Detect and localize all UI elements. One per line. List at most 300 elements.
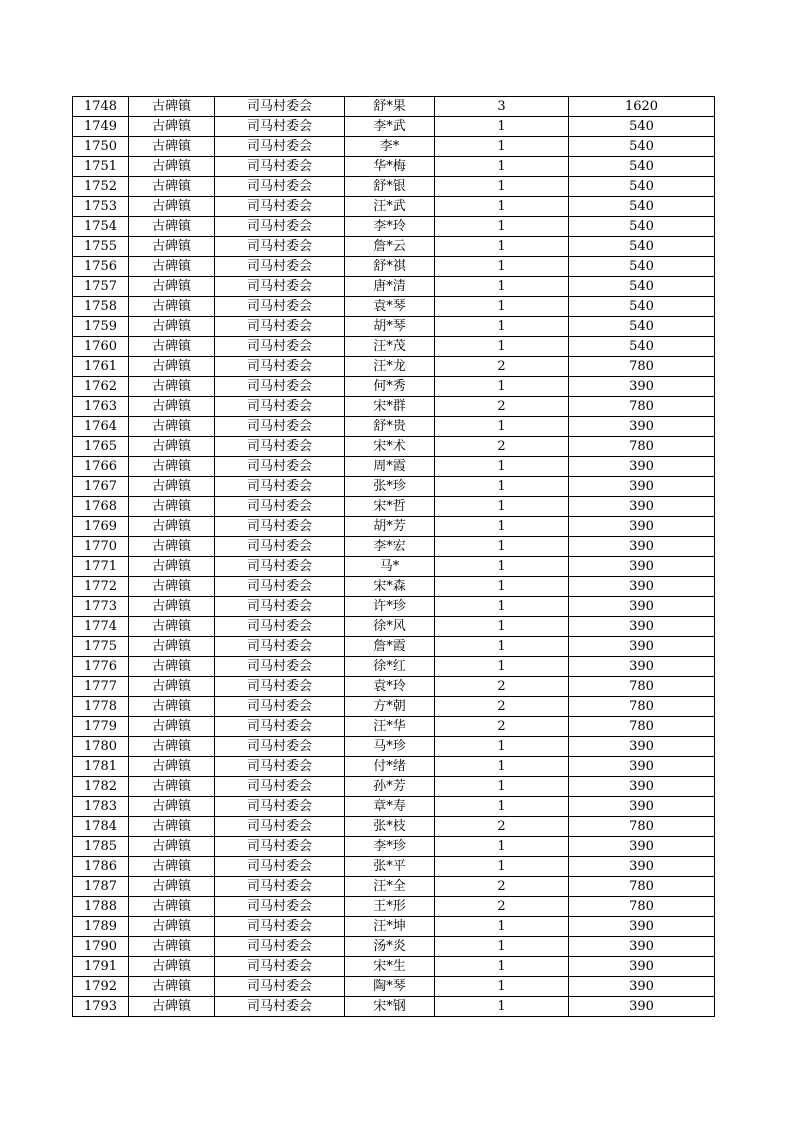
serial-number-cell: 1750 xyxy=(73,137,129,157)
village-committee-cell: 司马村委会 xyxy=(215,137,345,157)
town-cell: 古碑镇 xyxy=(129,497,215,517)
name-cell: 舒*祺 xyxy=(345,257,435,277)
village-committee-cell: 司马村委会 xyxy=(215,497,345,517)
name-cell: 宋*生 xyxy=(345,957,435,977)
village-committee-cell: 司马村委会 xyxy=(215,597,345,617)
amount-cell: 390 xyxy=(569,797,715,817)
amount-cell: 390 xyxy=(569,517,715,537)
serial-number-cell: 1759 xyxy=(73,317,129,337)
serial-number-cell: 1751 xyxy=(73,157,129,177)
serial-number-cell: 1776 xyxy=(73,657,129,677)
household-count-cell: 1 xyxy=(435,137,569,157)
table-row xyxy=(73,857,715,877)
serial-number-cell: 1783 xyxy=(73,797,129,817)
household-count-cell: 1 xyxy=(435,837,569,857)
household-count-cell: 1 xyxy=(435,617,569,637)
village-committee-cell: 司马村委会 xyxy=(215,717,345,737)
serial-number-cell: 1784 xyxy=(73,817,129,837)
name-cell: 李*珍 xyxy=(345,837,435,857)
household-count-cell: 1 xyxy=(435,537,569,557)
town-cell: 古碑镇 xyxy=(129,297,215,317)
amount-cell: 780 xyxy=(569,717,715,737)
serial-number-cell: 1753 xyxy=(73,197,129,217)
serial-number-cell: 1779 xyxy=(73,717,129,737)
serial-number-cell: 1763 xyxy=(73,397,129,417)
amount-cell: 390 xyxy=(569,557,715,577)
table-row xyxy=(73,737,715,757)
household-count-cell: 2 xyxy=(435,717,569,737)
name-cell: 宋*钢 xyxy=(345,997,435,1017)
household-count-cell: 1 xyxy=(435,657,569,677)
village-committee-cell: 司马村委会 xyxy=(215,417,345,437)
town-cell: 古碑镇 xyxy=(129,177,215,197)
village-committee-cell: 司马村委会 xyxy=(215,297,345,317)
name-cell: 宋*群 xyxy=(345,397,435,417)
village-committee-cell: 司马村委会 xyxy=(215,617,345,637)
household-count-cell: 2 xyxy=(435,437,569,457)
table-row xyxy=(73,377,715,397)
town-cell: 古碑镇 xyxy=(129,397,215,417)
village-committee-cell: 司马村委会 xyxy=(215,517,345,537)
amount-cell: 390 xyxy=(569,637,715,657)
name-cell: 詹*云 xyxy=(345,237,435,257)
village-committee-cell: 司马村委会 xyxy=(215,377,345,397)
village-committee-cell: 司马村委会 xyxy=(215,277,345,297)
table-row xyxy=(73,117,715,137)
amount-cell: 540 xyxy=(569,197,715,217)
serial-number-cell: 1764 xyxy=(73,417,129,437)
amount-cell: 390 xyxy=(569,497,715,517)
serial-number-cell: 1762 xyxy=(73,377,129,397)
table-row xyxy=(73,397,715,417)
town-cell: 古碑镇 xyxy=(129,977,215,997)
town-cell: 古碑镇 xyxy=(129,477,215,497)
amount-cell: 780 xyxy=(569,357,715,377)
amount-cell: 390 xyxy=(569,477,715,497)
town-cell: 古碑镇 xyxy=(129,617,215,637)
household-count-cell: 1 xyxy=(435,177,569,197)
serial-number-cell: 1770 xyxy=(73,537,129,557)
amount-cell: 540 xyxy=(569,137,715,157)
serial-number-cell: 1756 xyxy=(73,257,129,277)
table-row xyxy=(73,177,715,197)
amount-cell: 390 xyxy=(569,597,715,617)
name-cell: 袁*琴 xyxy=(345,297,435,317)
table-row xyxy=(73,517,715,537)
serial-number-cell: 1760 xyxy=(73,337,129,357)
table-row xyxy=(73,257,715,277)
town-cell: 古碑镇 xyxy=(129,457,215,477)
household-count-cell: 1 xyxy=(435,997,569,1017)
village-committee-cell: 司马村委会 xyxy=(215,977,345,997)
serial-number-cell: 1773 xyxy=(73,597,129,617)
household-count-cell: 1 xyxy=(435,777,569,797)
amount-cell: 390 xyxy=(569,757,715,777)
town-cell: 古碑镇 xyxy=(129,657,215,677)
town-cell: 古碑镇 xyxy=(129,117,215,137)
amount-cell: 390 xyxy=(569,957,715,977)
table-row xyxy=(73,937,715,957)
amount-cell: 540 xyxy=(569,217,715,237)
table-row xyxy=(73,637,715,657)
amount-cell: 540 xyxy=(569,277,715,297)
amount-cell: 390 xyxy=(569,777,715,797)
table-row xyxy=(73,817,715,837)
serial-number-cell: 1789 xyxy=(73,917,129,937)
beneficiary-table xyxy=(72,96,715,1017)
town-cell: 古碑镇 xyxy=(129,237,215,257)
household-count-cell: 1 xyxy=(435,417,569,437)
table-row xyxy=(73,997,715,1017)
amount-cell: 780 xyxy=(569,817,715,837)
town-cell: 古碑镇 xyxy=(129,817,215,837)
town-cell: 古碑镇 xyxy=(129,857,215,877)
table-row xyxy=(73,437,715,457)
amount-cell: 390 xyxy=(569,657,715,677)
household-count-cell: 1 xyxy=(435,937,569,957)
serial-number-cell: 1780 xyxy=(73,737,129,757)
name-cell: 舒*银 xyxy=(345,177,435,197)
name-cell: 袁*玲 xyxy=(345,677,435,697)
name-cell: 汪*龙 xyxy=(345,357,435,377)
amount-cell: 540 xyxy=(569,317,715,337)
serial-number-cell: 1758 xyxy=(73,297,129,317)
name-cell: 付*绪 xyxy=(345,757,435,777)
table-row xyxy=(73,617,715,637)
table-row xyxy=(73,797,715,817)
town-cell: 古碑镇 xyxy=(129,137,215,157)
household-count-cell: 1 xyxy=(435,737,569,757)
table-row xyxy=(73,677,715,697)
table-row xyxy=(73,957,715,977)
household-count-cell: 1 xyxy=(435,637,569,657)
household-count-cell: 2 xyxy=(435,357,569,377)
table-row xyxy=(73,97,715,117)
name-cell: 张*珍 xyxy=(345,477,435,497)
village-committee-cell: 司马村委会 xyxy=(215,317,345,337)
table-row xyxy=(73,977,715,997)
town-cell: 古碑镇 xyxy=(129,157,215,177)
amount-cell: 390 xyxy=(569,617,715,637)
name-cell: 舒*果 xyxy=(345,97,435,117)
table-row xyxy=(73,697,715,717)
village-committee-cell: 司马村委会 xyxy=(215,357,345,377)
household-count-cell: 2 xyxy=(435,817,569,837)
town-cell: 古碑镇 xyxy=(129,877,215,897)
table-row xyxy=(73,417,715,437)
household-count-cell: 2 xyxy=(435,397,569,417)
amount-cell: 780 xyxy=(569,697,715,717)
table-row xyxy=(73,837,715,857)
name-cell: 李* xyxy=(345,137,435,157)
table-row xyxy=(73,897,715,917)
village-committee-cell: 司马村委会 xyxy=(215,997,345,1017)
village-committee-cell: 司马村委会 xyxy=(215,257,345,277)
table-row xyxy=(73,157,715,177)
household-count-cell: 1 xyxy=(435,217,569,237)
household-count-cell: 1 xyxy=(435,237,569,257)
household-count-cell: 1 xyxy=(435,337,569,357)
amount-cell: 390 xyxy=(569,857,715,877)
household-count-cell: 2 xyxy=(435,877,569,897)
serial-number-cell: 1748 xyxy=(73,97,129,117)
table-row xyxy=(73,877,715,897)
village-committee-cell: 司马村委会 xyxy=(215,477,345,497)
serial-number-cell: 1793 xyxy=(73,997,129,1017)
household-count-cell: 1 xyxy=(435,497,569,517)
amount-cell: 390 xyxy=(569,977,715,997)
amount-cell: 390 xyxy=(569,417,715,437)
serial-number-cell: 1771 xyxy=(73,557,129,577)
town-cell: 古碑镇 xyxy=(129,377,215,397)
village-committee-cell: 司马村委会 xyxy=(215,217,345,237)
amount-cell: 540 xyxy=(569,117,715,137)
name-cell: 许*珍 xyxy=(345,597,435,617)
table-row xyxy=(73,717,715,737)
village-committee-cell: 司马村委会 xyxy=(215,557,345,577)
amount-cell: 780 xyxy=(569,897,715,917)
town-cell: 古碑镇 xyxy=(129,917,215,937)
table-row xyxy=(73,577,715,597)
amount-cell: 780 xyxy=(569,437,715,457)
serial-number-cell: 1772 xyxy=(73,577,129,597)
household-count-cell: 1 xyxy=(435,457,569,477)
serial-number-cell: 1757 xyxy=(73,277,129,297)
serial-number-cell: 1767 xyxy=(73,477,129,497)
amount-cell: 540 xyxy=(569,297,715,317)
household-count-cell: 1 xyxy=(435,117,569,137)
table-row xyxy=(73,597,715,617)
town-cell: 古碑镇 xyxy=(129,757,215,777)
household-count-cell: 1 xyxy=(435,977,569,997)
serial-number-cell: 1781 xyxy=(73,757,129,777)
village-committee-cell: 司马村委会 xyxy=(215,737,345,757)
household-count-cell: 2 xyxy=(435,897,569,917)
table-row xyxy=(73,477,715,497)
village-committee-cell: 司马村委会 xyxy=(215,857,345,877)
amount-cell: 390 xyxy=(569,737,715,757)
household-count-cell: 1 xyxy=(435,597,569,617)
town-cell: 古碑镇 xyxy=(129,517,215,537)
amount-cell: 780 xyxy=(569,877,715,897)
name-cell: 舒*贵 xyxy=(345,417,435,437)
town-cell: 古碑镇 xyxy=(129,277,215,297)
household-count-cell: 2 xyxy=(435,697,569,717)
table-row xyxy=(73,357,715,377)
village-committee-cell: 司马村委会 xyxy=(215,757,345,777)
amount-cell: 390 xyxy=(569,997,715,1017)
village-committee-cell: 司马村委会 xyxy=(215,637,345,657)
village-committee-cell: 司马村委会 xyxy=(215,537,345,557)
village-committee-cell: 司马村委会 xyxy=(215,197,345,217)
serial-number-cell: 1788 xyxy=(73,897,129,917)
name-cell: 徐*风 xyxy=(345,617,435,637)
household-count-cell: 1 xyxy=(435,757,569,777)
table-row xyxy=(73,277,715,297)
table-row xyxy=(73,317,715,337)
name-cell: 王*形 xyxy=(345,897,435,917)
town-cell: 古碑镇 xyxy=(129,357,215,377)
town-cell: 古碑镇 xyxy=(129,257,215,277)
name-cell: 章*寿 xyxy=(345,797,435,817)
table-row xyxy=(73,237,715,257)
village-committee-cell: 司马村委会 xyxy=(215,777,345,797)
town-cell: 古碑镇 xyxy=(129,837,215,857)
village-committee-cell: 司马村委会 xyxy=(215,457,345,477)
town-cell: 古碑镇 xyxy=(129,697,215,717)
table-row xyxy=(73,557,715,577)
table-row xyxy=(73,657,715,677)
name-cell: 何*秀 xyxy=(345,377,435,397)
household-count-cell: 2 xyxy=(435,677,569,697)
village-committee-cell: 司马村委会 xyxy=(215,97,345,117)
household-count-cell: 1 xyxy=(435,957,569,977)
town-cell: 古碑镇 xyxy=(129,97,215,117)
serial-number-cell: 1765 xyxy=(73,437,129,457)
town-cell: 古碑镇 xyxy=(129,937,215,957)
name-cell: 汪*坤 xyxy=(345,917,435,937)
name-cell: 詹*霞 xyxy=(345,637,435,657)
town-cell: 古碑镇 xyxy=(129,997,215,1017)
name-cell: 唐*清 xyxy=(345,277,435,297)
town-cell: 古碑镇 xyxy=(129,577,215,597)
name-cell: 胡*琴 xyxy=(345,317,435,337)
serial-number-cell: 1769 xyxy=(73,517,129,537)
amount-cell: 540 xyxy=(569,337,715,357)
village-committee-cell: 司马村委会 xyxy=(215,117,345,137)
serial-number-cell: 1778 xyxy=(73,697,129,717)
amount-cell: 390 xyxy=(569,837,715,857)
village-committee-cell: 司马村委会 xyxy=(215,817,345,837)
household-count-cell: 1 xyxy=(435,517,569,537)
household-count-cell: 3 xyxy=(435,97,569,117)
village-committee-cell: 司马村委会 xyxy=(215,877,345,897)
name-cell: 汪*茂 xyxy=(345,337,435,357)
table-row xyxy=(73,337,715,357)
village-committee-cell: 司马村委会 xyxy=(215,437,345,457)
name-cell: 陶*琴 xyxy=(345,977,435,997)
name-cell: 汪*全 xyxy=(345,877,435,897)
household-count-cell: 1 xyxy=(435,257,569,277)
serial-number-cell: 1790 xyxy=(73,937,129,957)
serial-number-cell: 1761 xyxy=(73,357,129,377)
household-count-cell: 1 xyxy=(435,557,569,577)
village-committee-cell: 司马村委会 xyxy=(215,917,345,937)
name-cell: 孙*芳 xyxy=(345,777,435,797)
village-committee-cell: 司马村委会 xyxy=(215,657,345,677)
village-committee-cell: 司马村委会 xyxy=(215,937,345,957)
serial-number-cell: 1774 xyxy=(73,617,129,637)
town-cell: 古碑镇 xyxy=(129,597,215,617)
name-cell: 张*枝 xyxy=(345,817,435,837)
table-body xyxy=(73,97,715,1017)
town-cell: 古碑镇 xyxy=(129,717,215,737)
village-committee-cell: 司马村委会 xyxy=(215,157,345,177)
amount-cell: 390 xyxy=(569,537,715,557)
serial-number-cell: 1775 xyxy=(73,637,129,657)
household-count-cell: 1 xyxy=(435,297,569,317)
household-count-cell: 1 xyxy=(435,317,569,337)
household-count-cell: 1 xyxy=(435,377,569,397)
village-committee-cell: 司马村委会 xyxy=(215,957,345,977)
table-row xyxy=(73,217,715,237)
table-row xyxy=(73,297,715,317)
household-count-cell: 1 xyxy=(435,477,569,497)
amount-cell: 540 xyxy=(569,177,715,197)
serial-number-cell: 1792 xyxy=(73,977,129,997)
household-count-cell: 1 xyxy=(435,917,569,937)
amount-cell: 390 xyxy=(569,457,715,477)
town-cell: 古碑镇 xyxy=(129,437,215,457)
village-committee-cell: 司马村委会 xyxy=(215,837,345,857)
name-cell: 宋*森 xyxy=(345,577,435,597)
serial-number-cell: 1768 xyxy=(73,497,129,517)
amount-cell: 390 xyxy=(569,937,715,957)
name-cell: 华*梅 xyxy=(345,157,435,177)
table-row xyxy=(73,197,715,217)
village-committee-cell: 司马村委会 xyxy=(215,237,345,257)
name-cell: 马*珍 xyxy=(345,737,435,757)
amount-cell: 540 xyxy=(569,157,715,177)
name-cell: 方*朝 xyxy=(345,697,435,717)
village-committee-cell: 司马村委会 xyxy=(215,177,345,197)
table-row xyxy=(73,757,715,777)
table-row xyxy=(73,917,715,937)
serial-number-cell: 1754 xyxy=(73,217,129,237)
village-committee-cell: 司马村委会 xyxy=(215,337,345,357)
town-cell: 古碑镇 xyxy=(129,197,215,217)
name-cell: 徐*红 xyxy=(345,657,435,677)
town-cell: 古碑镇 xyxy=(129,797,215,817)
village-committee-cell: 司马村委会 xyxy=(215,677,345,697)
serial-number-cell: 1755 xyxy=(73,237,129,257)
amount-cell: 780 xyxy=(569,397,715,417)
table-row xyxy=(73,457,715,477)
amount-cell: 540 xyxy=(569,257,715,277)
name-cell: 汪*华 xyxy=(345,717,435,737)
town-cell: 古碑镇 xyxy=(129,337,215,357)
amount-cell: 390 xyxy=(569,577,715,597)
name-cell: 李*玲 xyxy=(345,217,435,237)
village-committee-cell: 司马村委会 xyxy=(215,797,345,817)
name-cell: 汪*武 xyxy=(345,197,435,217)
name-cell: 宋*术 xyxy=(345,437,435,457)
name-cell: 马* xyxy=(345,557,435,577)
table-row xyxy=(73,537,715,557)
amount-cell: 390 xyxy=(569,377,715,397)
serial-number-cell: 1786 xyxy=(73,857,129,877)
name-cell: 汤*炎 xyxy=(345,937,435,957)
village-committee-cell: 司马村委会 xyxy=(215,577,345,597)
household-count-cell: 1 xyxy=(435,577,569,597)
amount-cell: 780 xyxy=(569,677,715,697)
household-count-cell: 1 xyxy=(435,797,569,817)
serial-number-cell: 1785 xyxy=(73,837,129,857)
serial-number-cell: 1777 xyxy=(73,677,129,697)
serial-number-cell: 1752 xyxy=(73,177,129,197)
town-cell: 古碑镇 xyxy=(129,217,215,237)
household-count-cell: 1 xyxy=(435,197,569,217)
name-cell: 宋*哲 xyxy=(345,497,435,517)
name-cell: 李*武 xyxy=(345,117,435,137)
town-cell: 古碑镇 xyxy=(129,897,215,917)
serial-number-cell: 1766 xyxy=(73,457,129,477)
town-cell: 古碑镇 xyxy=(129,317,215,337)
serial-number-cell: 1787 xyxy=(73,877,129,897)
name-cell: 周*霞 xyxy=(345,457,435,477)
village-committee-cell: 司马村委会 xyxy=(215,697,345,717)
town-cell: 古碑镇 xyxy=(129,957,215,977)
